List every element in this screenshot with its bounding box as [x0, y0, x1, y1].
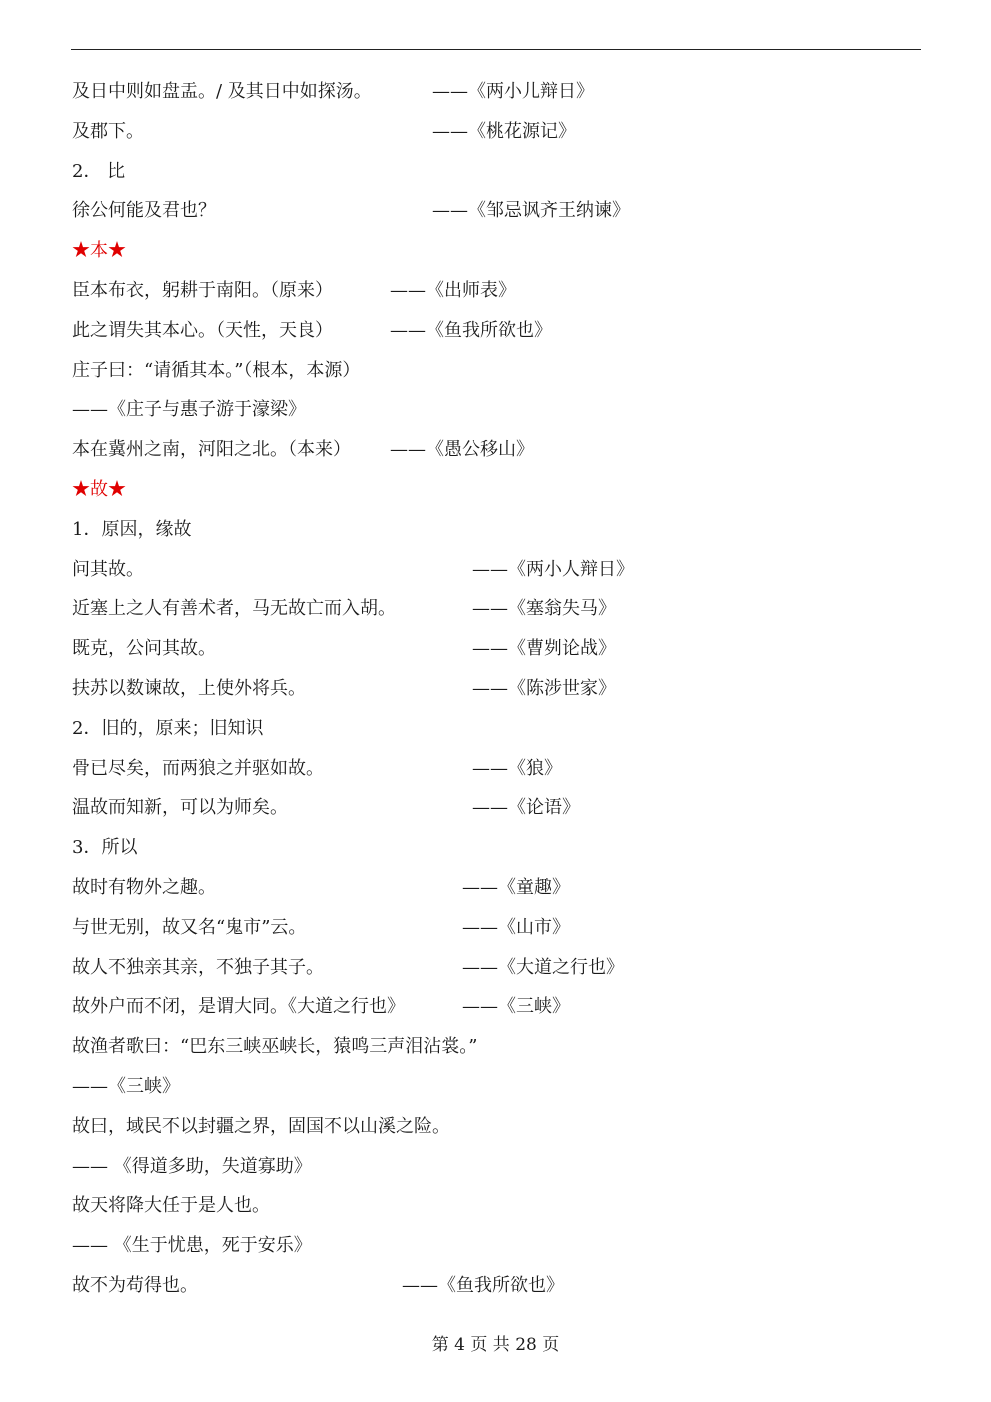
line-text: 近塞上之人有善术者，马无故亡而入胡。	[72, 598, 396, 620]
text-line	[72, 1027, 932, 1067]
text-line	[72, 112, 932, 152]
line-text: 既克，公问其故。	[72, 638, 216, 660]
text-line	[72, 311, 932, 351]
line-source: ——《狼》	[472, 757, 562, 779]
header-rule	[71, 49, 921, 50]
line-source: ——《童趣》	[462, 876, 570, 898]
line-text: 骨已尽矣，而两狼之并驱如故。	[72, 757, 324, 779]
text-line	[72, 271, 932, 311]
line-source: ——《两小儿辩日》	[432, 81, 594, 102]
text-line	[72, 1067, 932, 1107]
line-text: 及郡下。	[72, 120, 144, 142]
document-body	[72, 72, 932, 1306]
text-line	[72, 351, 932, 391]
line-source: ——《两小人辩日》	[472, 558, 634, 580]
line-text: 故天将降大任于是人也。	[72, 1195, 270, 1217]
line-text: —— 《生于忧患，死于安乐》	[72, 1235, 312, 1257]
text-line	[72, 589, 932, 629]
text-line	[72, 550, 932, 590]
line-text: 2．旧的，原来；旧知识	[72, 717, 264, 739]
heading-text: ★本★	[72, 240, 126, 262]
line-text: 问其故。	[72, 558, 144, 580]
text-line	[72, 987, 932, 1027]
line-text: 本在冀州之南，河阳之北。（本来）	[72, 439, 351, 461]
line-source: ——《邹忌讽齐王纳谏》	[432, 200, 630, 222]
line-text: 徐公何能及君也？	[72, 200, 216, 222]
line-text: 故渔者歌曰：“巴东三峡巫峡长，猿鸣三声泪沾裳。”	[72, 1036, 478, 1058]
text-line	[72, 629, 932, 669]
line-text: 与世无别，故又名“鬼市”云。	[72, 916, 307, 938]
text-line	[72, 191, 932, 231]
text-line	[72, 868, 932, 908]
line-text: ——《庄子与惠子游于濠梁》	[72, 399, 306, 421]
text-line	[72, 1226, 932, 1266]
line-text: 3．所以	[72, 837, 138, 859]
line-text: ——《三峡》	[72, 1075, 180, 1097]
text-line	[72, 1266, 932, 1306]
text-line	[72, 948, 932, 988]
line-text: 及日中则如盘盂。/ 及其日中如探汤。	[72, 81, 372, 102]
section-heading	[72, 231, 932, 271]
line-source: ——《鱼我所欲也》	[402, 1274, 564, 1296]
text-line	[72, 72, 932, 112]
line-source: ——《论语》	[472, 797, 580, 819]
line-source: ——《愚公移山》	[390, 439, 534, 461]
line-text: 故曰，域民不以封疆之界，固国不以山溪之险。	[72, 1115, 450, 1137]
text-line	[72, 430, 932, 470]
section-heading	[72, 470, 932, 510]
text-line	[72, 709, 932, 749]
text-line	[72, 1186, 932, 1226]
line-text: 温故而知新，可以为师矣。	[72, 797, 288, 819]
line-text: 臣本布衣，躬耕于南阳。（原来）	[72, 279, 333, 301]
text-line	[72, 908, 932, 948]
page-number: 第 4 页 共 28 页	[431, 1335, 560, 1355]
line-source: ——《出师表》	[390, 279, 516, 301]
line-source: ——《鱼我所欲也》	[390, 319, 552, 341]
line-text: 扶苏以数谏故，上使外将兵。	[72, 677, 306, 699]
text-line	[72, 390, 932, 430]
line-text: 庄子曰：“请循其本。”（根本，本源）	[72, 359, 361, 381]
line-source: ——《塞翁失马》	[472, 598, 616, 620]
line-text: 故不为苟得也。	[72, 1274, 198, 1296]
line-text: 1．原因，缘故	[72, 518, 192, 540]
line-source: ——《陈涉世家》	[472, 677, 616, 699]
text-line	[72, 1107, 932, 1147]
heading-text: ★故★	[72, 478, 126, 500]
line-text: 故外户而不闭，是谓大同。《大道之行也》	[72, 996, 405, 1018]
line-text: —— 《得道多助，失道寡助》	[72, 1155, 312, 1177]
text-line	[72, 788, 932, 828]
line-source: ——《曹刿论战》	[472, 638, 616, 660]
text-line	[72, 669, 932, 709]
text-line	[72, 749, 932, 789]
line-source: ——《桃花源记》	[432, 120, 576, 142]
line-source: ——《大道之行也》	[462, 956, 624, 978]
text-line	[72, 510, 932, 550]
text-line	[72, 152, 932, 192]
line-text: 2． 比	[72, 160, 126, 182]
line-source: ——《山市》	[462, 916, 570, 938]
text-line	[72, 1147, 932, 1187]
line-text: 故时有物外之趣。	[72, 876, 216, 898]
text-line	[72, 828, 932, 868]
line-text: 此之谓失其本心。（天性，天良）	[72, 319, 333, 341]
line-source: ——《三峡》	[462, 996, 570, 1018]
line-text: 故人不独亲其亲，不独子其子。	[72, 956, 324, 978]
